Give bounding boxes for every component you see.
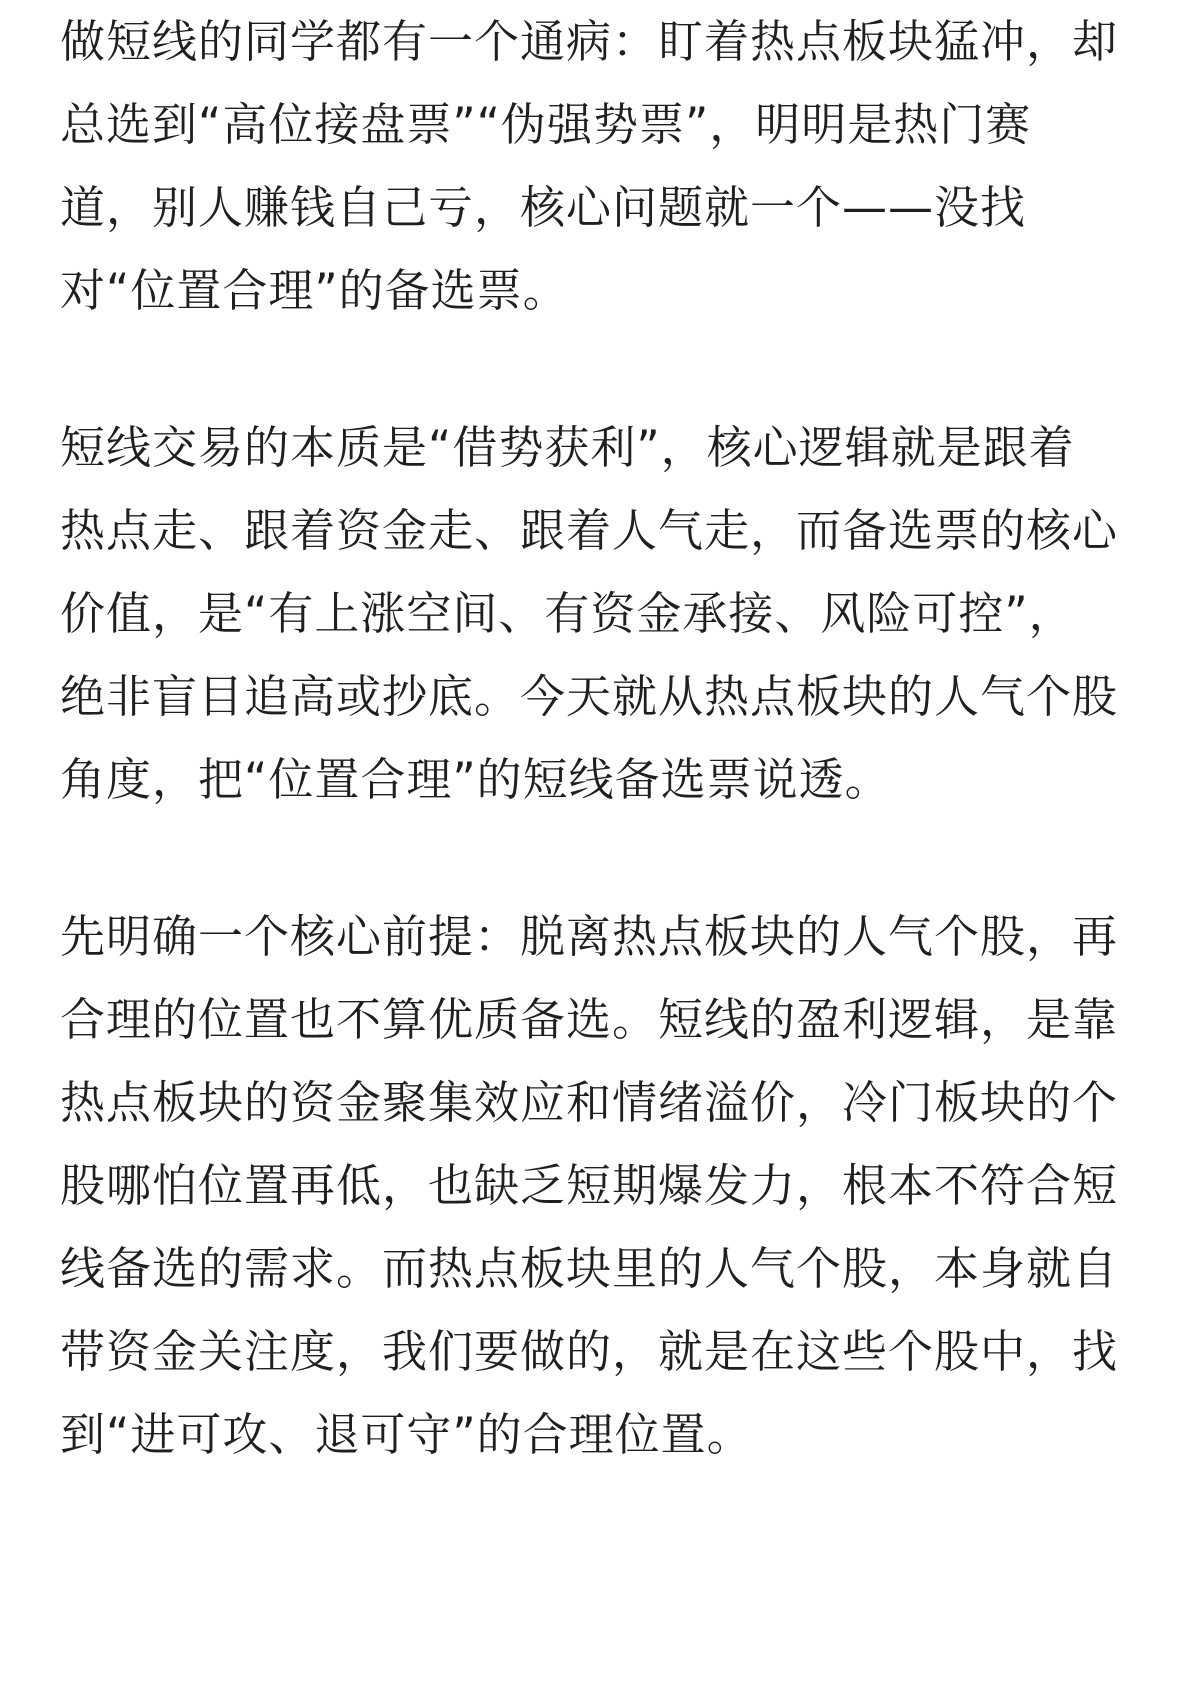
paragraph-3: 先明确一个核心前提：脱离热点板块的人气个股，再合理的位置也不算优质备选。短线的盈利逻辑，是靠热点板块的资金聚集效应和情绪溢价，冷门板块的个股哪怕位置再低，也缺乏短期爆发力，根本不符合短线备选的需求。而热点板块里的人气个股，本身就自带资金关注度，我们要做的，就是在这些个股中，找到“进可攻、退可守”的合理位置。 (60, 910, 1119, 1461)
article-body (60, 0, 1120, 1476)
paragraph-2: 短线交易的本质是“借势获利”，核心逻辑就是跟着热点走、跟着资金走、跟着人气走，而备选票的核心价值，是“有上涨空间、有资金承接、风险可控”，绝非盲目追高或抄底。今天就从热点板块的人气个股角度，把“位置合理”的短线备选票说透。 (60, 421, 1119, 806)
paragraph-1: 做短线的同学都有一个通病：盯着热点板块猛冲，却总选到“高位接盘票”“伪强势票”，明明是热门赛道，别人赚钱自己亏，核心问题就一个——没找对“位置合理”的备选票。 (60, 15, 1119, 317)
